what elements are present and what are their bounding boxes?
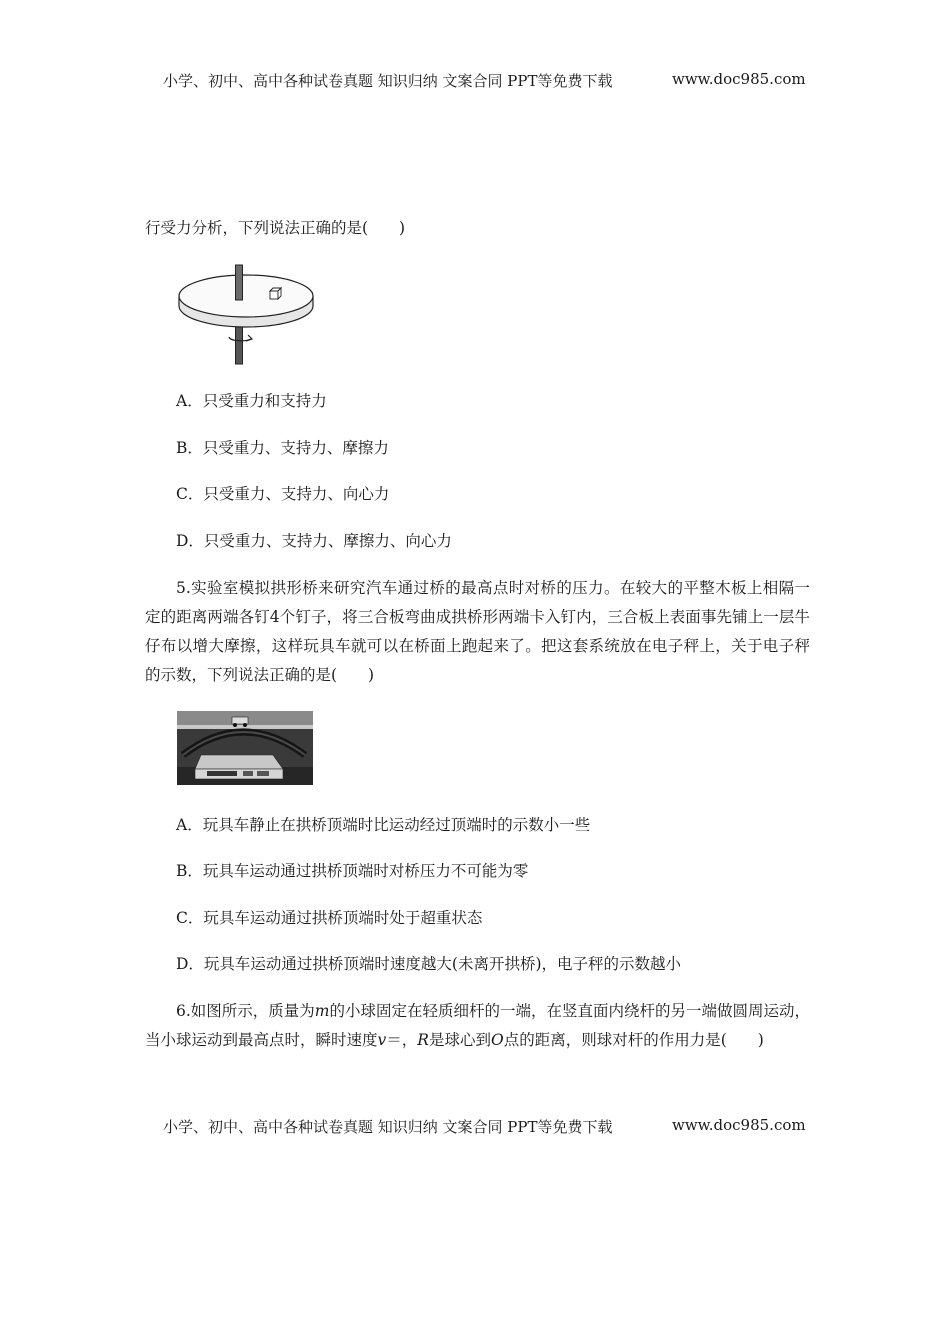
page-header [163,70,806,91]
q5-option-c: C．玩具车运动通过拱桥顶端时处于超重状态 [176,909,483,927]
electronic-scale [195,755,283,779]
q6-text-4: 是球心到 [428,1031,491,1049]
q6-var-v: v [377,1031,387,1049]
q5-option-d: D．玩具车运动通过拱桥顶端时速度越大(未离开拱桥)，电子秤的示数越小 [176,955,682,973]
q4-option-a: A．只受重力和支持力 [176,392,327,410]
header-site: www.doc985.com [672,70,806,88]
turntable-figure [176,262,318,366]
q6-text-3: ＝， [386,1031,418,1049]
q6-var-m: m [314,1002,330,1020]
footer-text: 小学、初中、高中各种试卷真题 知识归纳 文案合同 PPT等免费下载 [163,1118,613,1136]
q6-var-o: O [490,1031,504,1049]
q6-text-1: 6.如图所示，质量为 [176,1002,315,1020]
q6-text-5: 点的距离，则球对杆的作用力是( ) [503,1031,764,1049]
q5-option-b: B．玩具车运动通过拱桥顶端时对桥压力不可能为零 [176,862,529,880]
q4-stem-end: 行受力分析，下列说法正确的是( ) [145,219,406,237]
footer-site: www.doc985.com [672,1116,806,1134]
bridge-photo [177,711,313,785]
q5-option-a: A．玩具车静止在拱桥顶端时比运动经过顶端时的示数小一些 [176,816,591,834]
q4-option-b: B．只受重力、支持力、摩擦力 [176,439,389,457]
header-text: 小学、初中、高中各种试卷真题 知识归纳 文案合同 PPT等免费下载 [163,72,613,90]
q4-option-d: D．只受重力、支持力、摩擦力、向心力 [176,532,452,550]
q4-option-c: C．只受重力、支持力、向心力 [176,485,390,503]
q6-text-2: 的小球固定在轻质细杆的一端，在竖直面内绕杆的另一端做圆周运动，当小球运动到最高点时，瞬时速度 [145,1002,811,1049]
q6-var-r: R [417,1031,429,1049]
page-footer [163,1116,806,1137]
q6-stem [145,997,810,1055]
q5-stem: 5.实验室模拟拱形桥来研究汽车通过桥的最高点时对桥的压力。在较大的平整木板上相隔一定的距离两端各钉4个钉子，将三合板弯曲成拱桥形两端卡入钉内，三合板上表面事先铺上一层牛仔布以增大摩擦，这样玩具车就可以在桥面上跑起来了。把这套系统放在电子秤上，关于电子秤的示数，下列说法正确的是( ) [145,579,810,684]
